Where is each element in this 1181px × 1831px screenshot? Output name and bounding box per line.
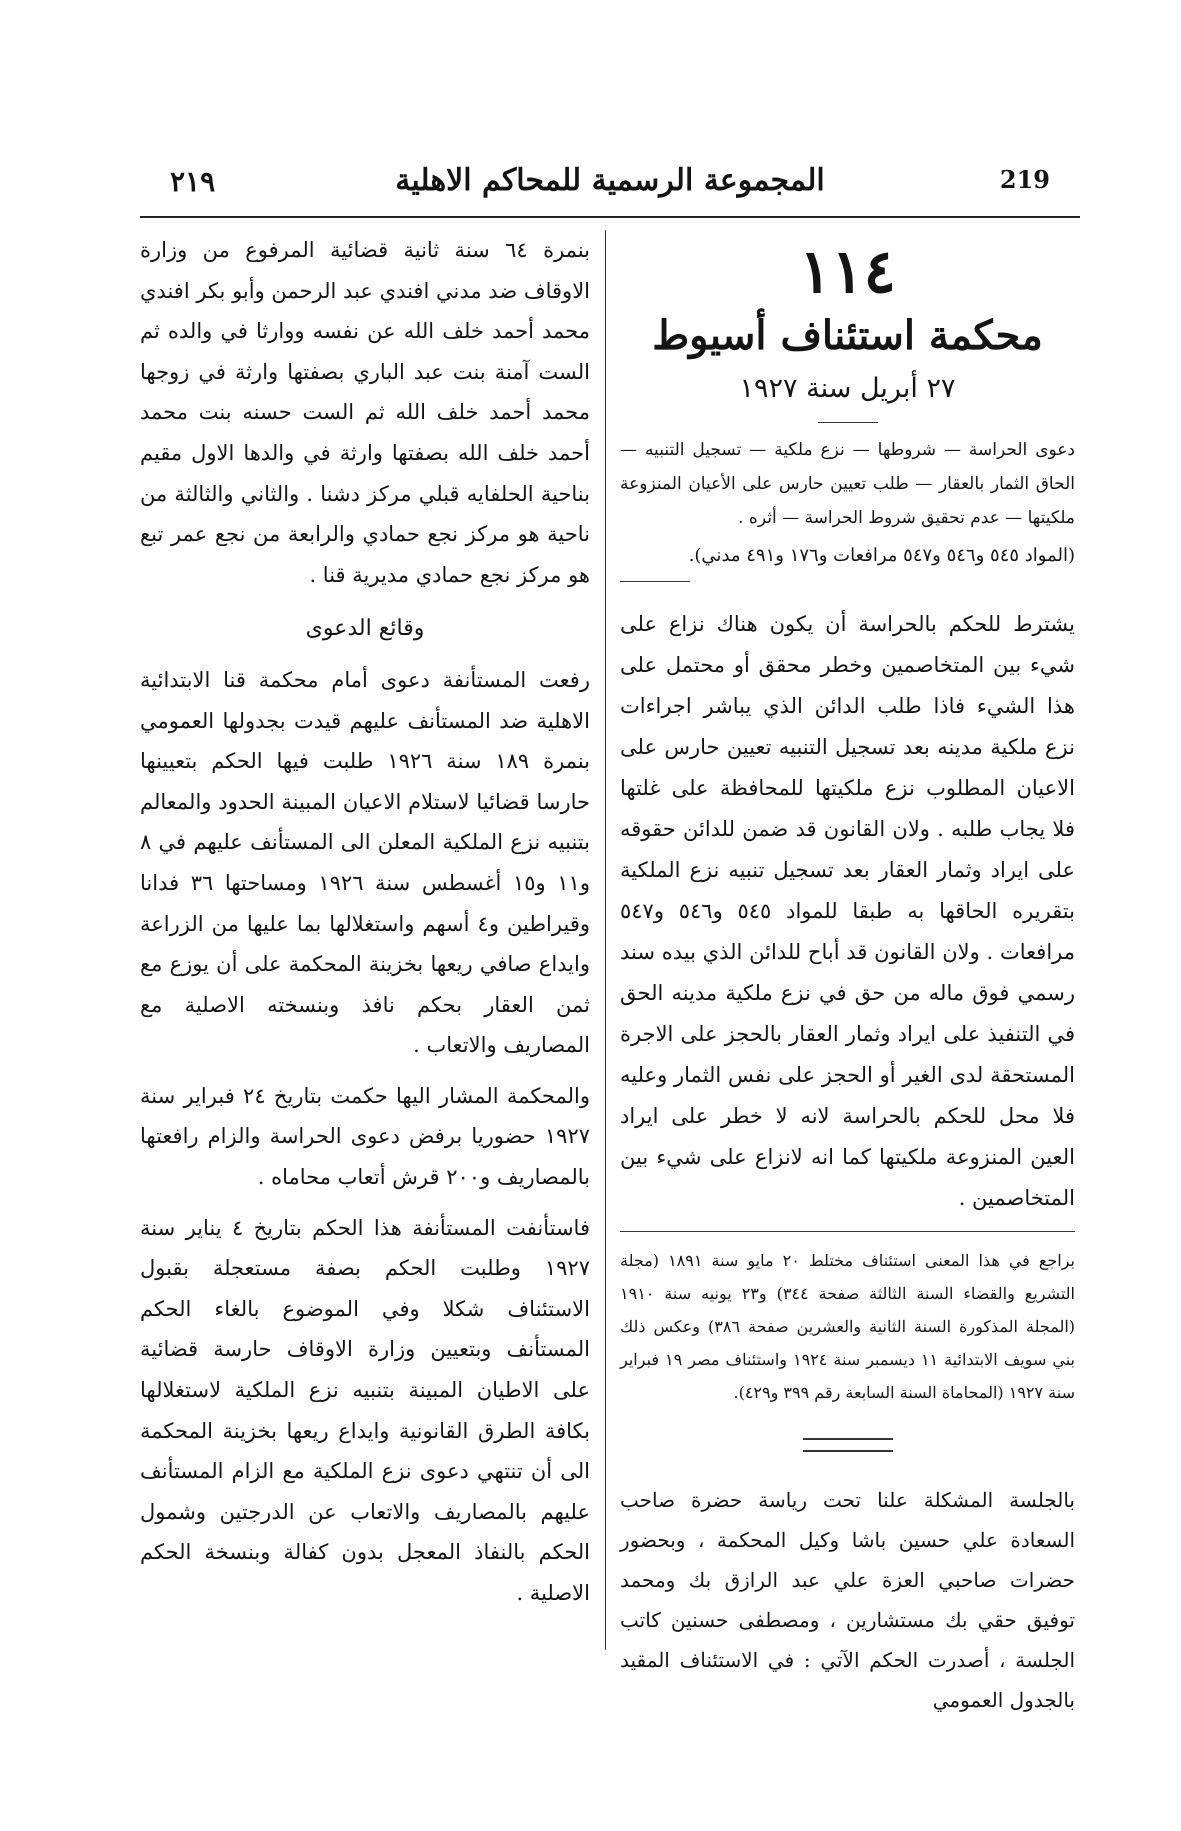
legal-summary: يشترط للحكم بالحراسة أن يكون هناك نزاع على شيء بين المتخاصمين وخطر محقق أو محتمل على هذا الشيء فاذا طلب الدائن الذي يباشر اجراءات نزع ملكية مدينه بعد تسجيل التنبيه تعيين حارس على الاعيان المطلوب نزع ملكيتها للمحافظة على غلتها فلا يجاب طلبه . ولان القانون قد ضمن للدائن حقوقه على ايراد وثمار العقار بعد تسجيل تنبيه نزع الملكية بتقريره الحاقها به طبقا للمواد ٥٤٥ و٥٤٦ و٥٤٧ مرافعات . ولان القانون قد أباح للدائن الذي بيده سند رسمي فوق ماله من حق في نزع ملكية مدينه الحق في التنفيذ على ايراد وثمار العقار بالحجز على الاجرة المستحقة لدى الغير أو الحجز على نفس الثمار وعليه فلا محل للحكم بالحراسة لانه لا خطر على ايراد العين المنزوعة ملكيتها كما انه لانزاع على شيء بين المتخاصمين . bbox=[620, 612, 1075, 1210]
judgment-date: ٢٧ أبريل سنة ١٩٢٧ bbox=[739, 373, 956, 404]
footnote: براجع في هذا المعنى استئناف مختلط ٢٠ مايو سنة ١٨٩١ (مجلة التشريع والقضاء السنة الثالثة صفحة ٣٤٤) و٢٣ يونيه سنة ١٩١٠ (المجلة المذكورة السنة الثانية والعشرين صفحة ٣٨٦) وعكس ذلك بني سويف الابتدائية ١١ ديسمبر سنة ١٩٢٤ واستئناف مصر ١٩ فبراير سنة ١٩٢٧ (المحاماة السنة السابعة رقم ٣٩٩ و٤٢٩). bbox=[620, 1251, 1076, 1402]
court-name: محكمة استئناف أسيوط bbox=[652, 312, 1043, 359]
page-header bbox=[140, 155, 1080, 215]
case-number: ١١٤ bbox=[799, 237, 896, 307]
right-column bbox=[620, 230, 1075, 1720]
case-parties: بنمرة ٦٤ سنة ثانية قضائية المرفوع من وزارة الاوقاف ضد مدني افندي عبد الرحمن وأبو بكر افندي محمد أحمد خلف الله عن نفسه ووارثا في والده ثم الست آمنة بنت عبد الباري بصفتها وارثة في زوجها محمد أحمد خلف الله ثم الست حسنه بنت محمد أحمد خلف الله بصفتها وارثة في والدها الاول مقيم بناحية الحلفايه قبلي مركز دشنا . والثاني والثالثة من ناحية هو مركز نجع حمادي والرابعة من نجع عمر تبع هو مركز نجع حمادي مديرية قنا . bbox=[140, 238, 590, 587]
case-keywords: دعوى الحراسة — شروطها — نزع ملكية — تسجيل التنبيه — الحاق الثمار بالعقار — طلب تعيين حارس على الأعيان المنزوعة ملكيتها — عدم تحقيق شروط الحراسة — أثره . bbox=[620, 440, 1075, 528]
column-divider bbox=[605, 230, 606, 1650]
legal-articles: (المواد ٥٤٥ و٥٤٦ و٥٤٧ مرافعات و١٧٦ و٤٩١ مدني). bbox=[688, 545, 1075, 566]
ornamental-divider bbox=[620, 1425, 1075, 1466]
summary-divider bbox=[620, 581, 690, 582]
page-number-latin: 219 bbox=[999, 165, 1050, 194]
short-divider bbox=[818, 422, 878, 423]
session-text: بالجلسة المشكلة علنا تحت رياسة حضرة صاحب السعادة علي حسين باشا وكيل المحكمة ، وبحضور حضرات صاحبي العزة علي عبد الرازق بك ومحمد توفيق حقي بك مستشارين ، ومصطفى حسنين كاتب الجلسة ، أصدرت الحكم الآتي : في الاستئناف المقيد بالجدول العمومي bbox=[620, 1487, 1075, 1712]
footnote-divider bbox=[620, 1231, 1075, 1232]
facts-paragraph-2: والمحكمة المشار اليها حكمت بتاريخ ٢٤ فبراير سنة ١٩٢٧ حضوريا برفض دعوى الحراسة والزام رافعتها بالمصاريف و٢٠٠ قرش أتعاب محاماه . bbox=[140, 1083, 590, 1190]
section-heading: وقائع الدعوى bbox=[305, 616, 425, 642]
left-column bbox=[140, 230, 590, 1614]
header-rule bbox=[140, 216, 1080, 218]
facts-paragraph-1: رفعت المستأنفة دعوى أمام محكمة قنا الابتدائية الاهلية ضد المستأنف عليهم قيدت بجدولها العمومي بنمرة ١٨٩ سنة ١٩٢٦ طلبت فيها الحكم بتعيينها حارسا قضائيا لاستلام الاعيان المبينة الحدود والمعالم بتنبيه نزع الملكية المعلن الى المستأنف عليهم في ٨ و١١ و١٥ أغسطس سنة ١٩٢٦ ومساحتها ٣٦ فدانا وقيراطين و٤ أسهم واستغلالها بما عليها من الزراعة وايداع صافي ريعها بخزينة المحكمة على أن يوزع مع ثمن العقار بحكم نافذ وبنسخته الاصلية مع المصاريف والاتعاب . bbox=[140, 667, 590, 1058]
facts-paragraph-3: فاستأنفت المستأنفة هذا الحكم بتاريخ ٤ يناير سنة ١٩٢٧ وطلبت الحكم بصفة مستعجلة بقبول الاستئناف شكلا وفي الموضوع بالغاء الحكم المستأنف وبتعيين وزارة الاوقاف حارسة قضائية على الاطيان المبينة بتنبيه نزع الملكية لاستغلالها بكافة الطرق القانونية وايداع ريعها بخزينة المحكمة الى أن تنتهي دعوى نزع الملكية مع الزام المستأنف عليهم بالمصاريف والاتعاب عن الدرجتين وشمول الحكم بالنفاذ المعجل بدون كفالة وبنسخة الحكم الاصلية . bbox=[140, 1215, 590, 1605]
journal-title: المجموعة الرسمية للمحاكم الاهلية bbox=[395, 163, 825, 198]
page-number-arabic: ٢١٩ bbox=[170, 165, 216, 198]
